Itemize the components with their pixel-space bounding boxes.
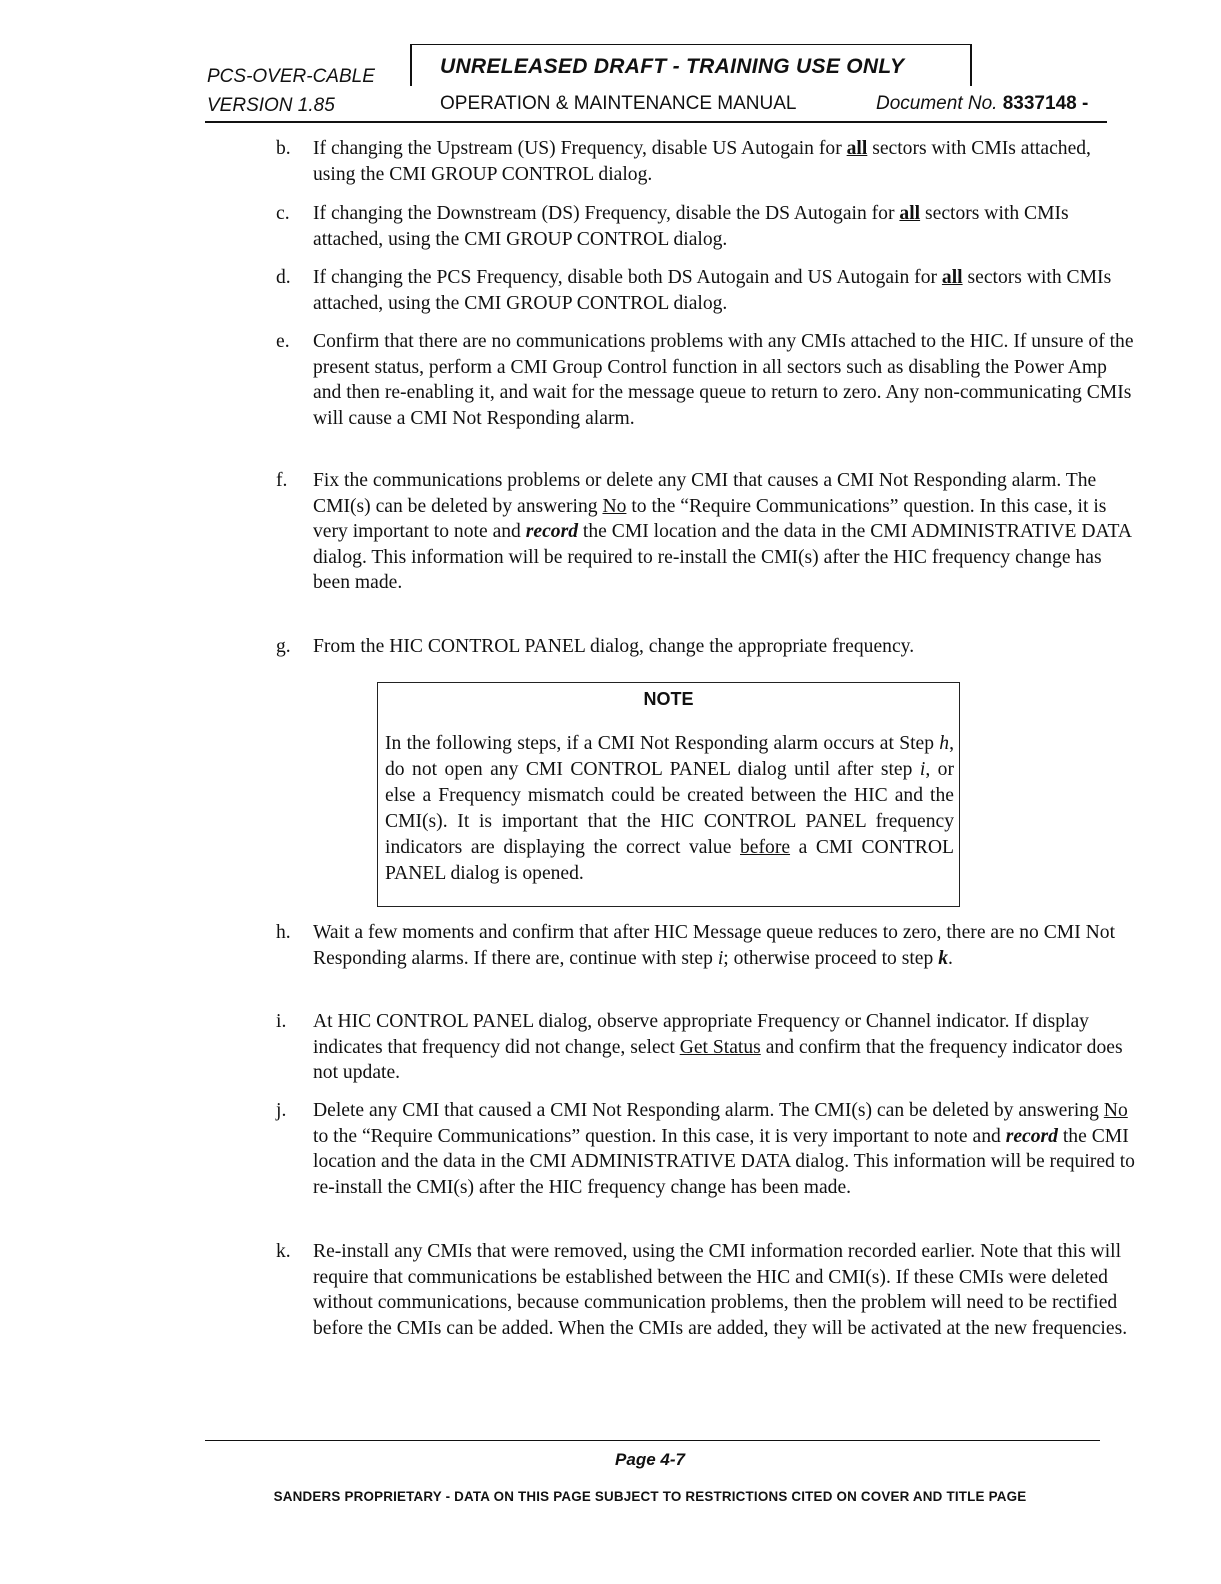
step-text: If changing the Downstream (DS) Frequency, disable the DS Autogain for all sectors with CMIs attached, using the CMI GROUP CONTROL dialog. (313, 203, 1069, 250)
step-label: f. (276, 470, 288, 491)
step-i (276, 1009, 1136, 1086)
step-j (276, 1098, 1136, 1200)
step-text: Confirm that there are no communications problems with any CMIs attached to the HIC. If unsure of the present status, perform a CMI Group Control function in all sectors such as disabling the Power Amp and then re-enabling it, and wait for the message queue to return to zero. Any non-communicating CMIs will cause a CMI Not Responding alarm. (313, 331, 1134, 429)
step-h (276, 920, 1136, 971)
step-label: g. (276, 636, 291, 657)
emphasis: all (846, 138, 868, 159)
underlined-answer: No (602, 495, 627, 517)
step-text: Re-install any CMIs that were removed, using the CMI information recorded earlier. Note that this will require that communications be established between the HIC and CMI(s). If these CMIs were deleted without communications, because communication problems, then the problem will need to be rectified before the CMIs can be added. When the CMIs are added, they will be activated at the new frequencies. (313, 1241, 1128, 1339)
step-d (276, 265, 1136, 316)
step-label: d. (276, 267, 291, 288)
step-text: If changing the Upstream (US) Frequency, disable US Autogain for all sectors with CMIs attached, using the CMI GROUP CONTROL dialog. (313, 138, 1091, 185)
note-box (377, 682, 960, 907)
step-label: h. (276, 922, 291, 943)
step-label: j. (276, 1100, 287, 1121)
step-text: Delete any CMI that caused a CMI Not Responding alarm. The CMI(s) can be deleted by answering No to the “Require Communications” question. In this case, it is very important to note and record the CMI location and the data in the CMI ADMINISTRATIVE DATA dialog. This information will be required to re-install the CMI(s) after the HIC frequency change has been made. (313, 1100, 1135, 1198)
get-status-command: Get Status (679, 1036, 761, 1058)
underlined-answer: No (1103, 1100, 1128, 1121)
underlined-word: before (740, 837, 791, 858)
step-label: e. (276, 331, 290, 352)
step-c (276, 201, 1136, 252)
step-ref: k (938, 947, 948, 969)
emphasis: record (1005, 1125, 1058, 1147)
step-text: At HIC CONTROL PANEL dialog, observe appropriate Frequency or Channel indicator. If display indicates that frequency did not change, select Get Status and confirm that the frequency indicator does not update. (313, 1011, 1123, 1083)
step-e (276, 329, 1136, 431)
step-text: Fix the communications problems or delete any CMI that causes a CMI Not Responding alarm. The CMI(s) can be deleted by answering No to the “Require Communications” question. In this case, it is very important to note and record the CMI location and the data in the CMI ADMINISTRATIVE DATA dialog. This information will be required to re-install the CMI(s) after the HIC frequency change has been made. (313, 470, 1131, 593)
step-label: i. (276, 1011, 287, 1032)
manual-title: OPERATION & MAINTENANCE MANUAL (440, 93, 797, 114)
step-text: From the HIC CONTROL PANEL dialog, change the appropriate frequency. (313, 636, 915, 657)
emphasis: all (899, 203, 921, 224)
step-g (276, 634, 1136, 660)
step-label: k. (276, 1241, 291, 1262)
document-number-label: Document No. (876, 93, 998, 114)
product-name: PCS-OVER-CABLE (207, 66, 375, 87)
version-label: VERSION 1.85 (207, 95, 335, 116)
step-text: If changing the PCS Frequency, disable both DS Autogain and US Autogain for all sectors with CMIs attached, using the CMI GROUP CONTROL dialog. (313, 267, 1112, 314)
step-label: c. (276, 203, 290, 224)
page-number: Page 4-7 (615, 1450, 685, 1469)
emphasis: all (941, 267, 963, 288)
step-ref: i (919, 759, 926, 780)
step-text: Wait a few moments and confirm that after HIC Message queue reduces to zero, there are no CMI Not Responding alarms. If there are, continue with step i; otherwise proceed to step k. (313, 922, 1116, 969)
document-number-value: 8337148 - (1002, 93, 1089, 114)
step-b (276, 136, 1136, 187)
draft-notice: UNRELEASED DRAFT - TRAINING USE ONLY (440, 55, 905, 78)
header-rule (205, 121, 1107, 123)
step-ref: h (939, 733, 950, 754)
note-title: NOTE (643, 689, 694, 709)
document-number (876, 93, 1088, 115)
step-label: b. (276, 138, 291, 159)
note-text: In the following steps, if a CMI Not Responding alarm occurs at Step h, do not open any CMI CONTROL PANEL dialog until after step i, or else a Frequency mismatch could be created between the HIC and the CMI(s). It is important that the HIC CONTROL PANEL frequency indicators are displaying the correct value before a CMI CONTROL PANEL dialog is opened. (385, 733, 954, 884)
step-ref: i (717, 947, 724, 969)
step-k (276, 1239, 1136, 1341)
footer-rule (205, 1440, 1100, 1441)
step-f (276, 468, 1136, 596)
proprietary-notice: SANDERS PROPRIETARY - DATA ON THIS PAGE SUBJECT TO RESTRICTIONS CITED ON COVER AND TITLE PAGE (273, 1489, 1027, 1504)
emphasis: record (525, 521, 579, 542)
